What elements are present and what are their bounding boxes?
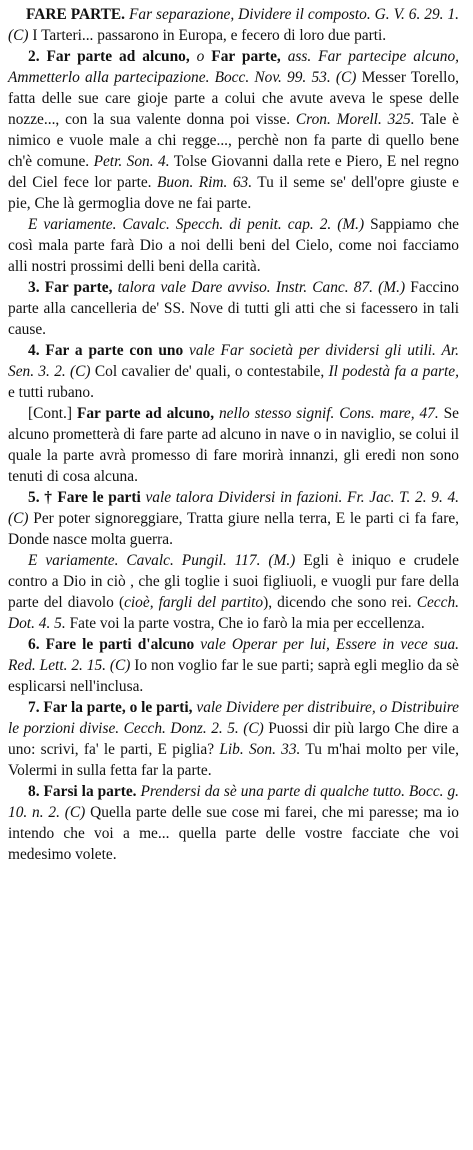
- entry-gloss: cioè, fargli del partito: [124, 594, 264, 611]
- entry-headword: 7. Far la parte, o le parti,: [28, 699, 193, 716]
- dictionary-entry: [8, 634, 459, 697]
- entry-text: e tutti rubano.: [8, 384, 94, 401]
- entry-gloss: Lib. Son. 33.: [214, 741, 301, 758]
- entry-text: Tu m'hai molto per vile, Volermi in sulla fetta far la parte.: [8, 741, 459, 779]
- entry-text: ), dicendo che sono rei.: [263, 594, 412, 611]
- entry-headword: 8. Farsi la parte.: [28, 783, 137, 800]
- entry-gloss: Cecch. Dot. 4. 5.: [8, 594, 459, 632]
- entry-gloss: o: [189, 48, 212, 65]
- dictionary-entry: [8, 214, 459, 277]
- entry-text: Se alcuno prometterà di fare parte ad alcuno in nave o in naviglio, se colui il quale la parte avrà promesso di fare morirà innanzi, gli eredi non sono tenuti di cosa alcuna.: [8, 405, 459, 485]
- entry-gloss: Prendersi da sè una parte di qualche tutto. Bocc. g. 10. n. 2. (C): [8, 783, 460, 821]
- entry-gloss: Far separazione, Dividere il composto. G. V. 6. 29. 1. (C): [8, 6, 459, 44]
- entry-headword: FARE PARTE.: [26, 6, 126, 23]
- entry-text: [Cont.]: [28, 405, 77, 422]
- dictionary-entry: [8, 340, 459, 403]
- entry-headword: Far parte,: [211, 48, 281, 65]
- dictionary-entry: [8, 4, 459, 46]
- entry-gloss: talora vale Dare avviso. Instr. Canc. 87. (M.): [112, 279, 406, 296]
- entry-text: Io non voglio far le sue parti; saprà egli meglio da sè esplicarsi nell'inclusa.: [8, 657, 459, 695]
- entry-headword: 3. Far parte,: [28, 279, 113, 296]
- entry-gloss: E variamente. Cavalc. Specch. di penit. cap. 2. (M.): [28, 216, 365, 233]
- entry-gloss: nello stesso signif. Cons. mare, 47.: [214, 405, 439, 422]
- entry-gloss: vale talora Dividersi in fazioni. Fr. Jac. T. 2. 9. 4. (C): [8, 489, 459, 527]
- entry-text: Tolse Giovanni dalla rete e Piero, E nel regno del Ciel fece lor parte.: [8, 153, 459, 191]
- entry-headword: Far parte ad alcuno,: [76, 405, 215, 422]
- entry-text: Puossi dir più largo Che dire a uno: scrivi, fa' le parti, E piglia?: [8, 720, 459, 758]
- entry-headword: 6. Fare le parti d'alcuno: [28, 636, 195, 653]
- entry-text: Messer Torello, fatta delle sue care gioje parte a colui che avute aveva le spese delle nozze..., con la sua valente donna poi visse.: [8, 69, 459, 128]
- entry-text: Tale è nimico e vuole male a chi regge..., perchè non fa parte di quello bene ch'è comune.: [8, 111, 459, 170]
- entry-headword: 2. Far parte ad alcuno,: [28, 48, 190, 65]
- entry-text: Fate voi la parte vostra, Che io farò la mia per eccellenza.: [65, 615, 425, 632]
- entry-text: Faccino parte alla cancelleria de' SS. Nove di tutti gli atti che si facessero in tali cause.: [8, 279, 459, 338]
- dictionary-entry: [8, 781, 459, 865]
- entry-headword: 4. Far a parte con uno: [28, 342, 184, 359]
- dictionary-entry: [8, 697, 459, 781]
- dictionary-entry: [8, 46, 459, 214]
- entry-text: Egli è iniquo e crudele contro a Dio in ciò , che gli toglie i suoi figliuoli, e vuogli pur fare della parte del diavolo (: [8, 552, 459, 611]
- entry-gloss: ass. Far partecipe alcuno, Ammetterlo alla partecipazione. Bocc. Nov. 99. 53. (C): [8, 48, 460, 86]
- entry-gloss: vale Dividere per distribuire, o Distribuire le porzioni divise. Cecch. Donz. 2. 5. (C): [8, 699, 459, 737]
- entry-gloss: Il podestà fa a parte,: [324, 363, 459, 380]
- entry-gloss: Petr. Son. 4.: [89, 153, 170, 170]
- dictionary-entry: [8, 550, 459, 634]
- entry-gloss: E variamente. Cavalc. Pungil. 117. (M.): [28, 552, 296, 569]
- entry-gloss: Cron. Morell. 325.: [290, 111, 415, 128]
- entry-headword: 5. † Fare le parti: [28, 489, 141, 506]
- entry-text: I Tarteri... passarono in Europa, e fecero di loro due parti.: [28, 27, 387, 44]
- entry-text: Quella parte delle sue cose mi farei, che mi paresse; ma io intendo che voi a me... quella parte delle vostre facciate che voi medesimo volete.: [8, 804, 459, 863]
- entry-text: Tu il seme se' dell'opre giuste e pie, Che là germoglia dove ne fai parte.: [8, 174, 459, 212]
- entry-gloss: vale Operar per lui, Essere in vece sua. Red. Lett. 2. 15. (C): [8, 636, 459, 674]
- dictionary-entry: [8, 487, 459, 550]
- entry-text: Per poter signoreggiare, Tratta giure nella terra, E le parti ci fa fare, Donde nasce molta guerra.: [8, 510, 459, 548]
- entry-gloss: Buon. Rim. 63.: [151, 174, 253, 191]
- entry-gloss: vale Far società per dividersi gli utili. Ar. Sen. 3. 2. (C): [8, 342, 459, 380]
- dictionary-entry: [8, 277, 459, 340]
- entry-text: Col cavalier de' quali, o contestabile,: [90, 363, 325, 380]
- dictionary-entry: [8, 403, 459, 487]
- entry-text: Sappiamo che così mala parte farà Dio a noi delli beni del Cielo, come noi facciamo alli nostri prossimi delli beni della carità.: [8, 216, 460, 275]
